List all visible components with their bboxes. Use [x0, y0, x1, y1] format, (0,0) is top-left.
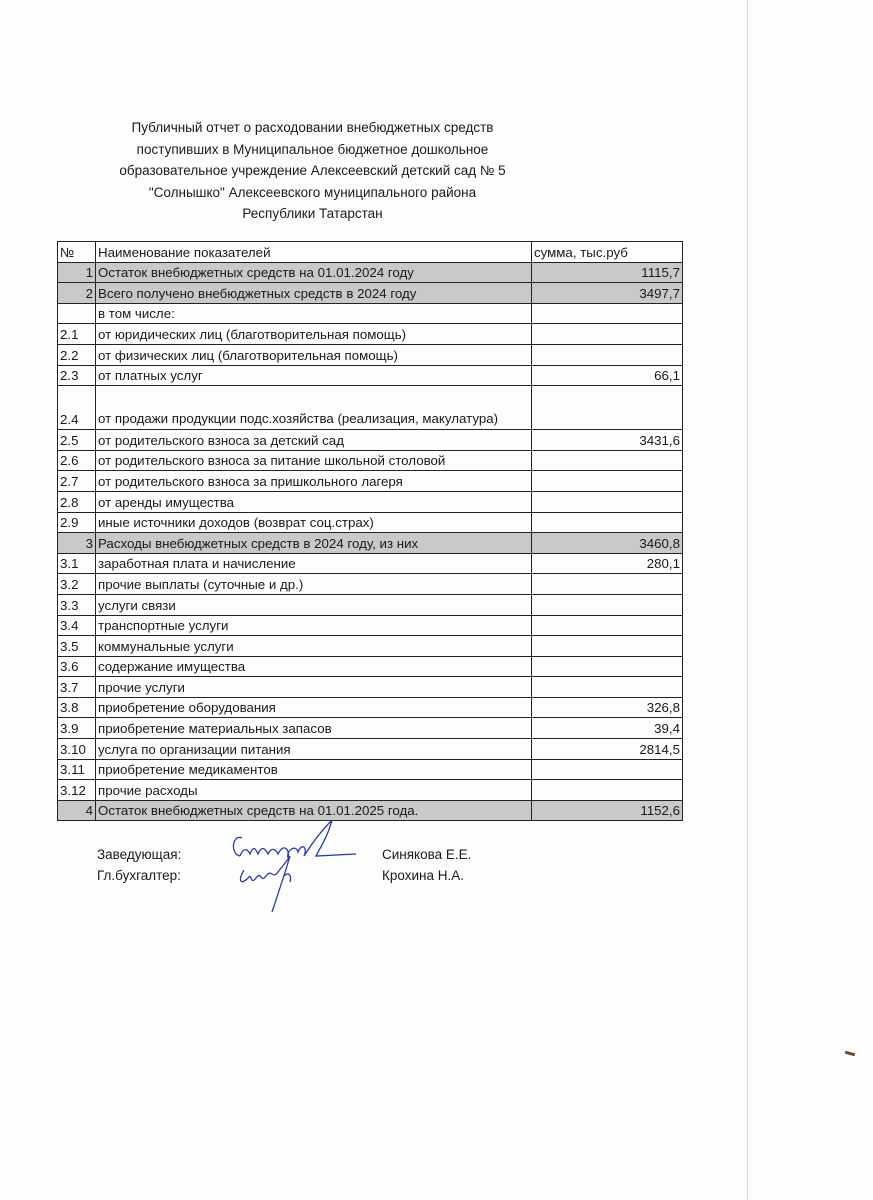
row-number: 2.7 [58, 471, 96, 492]
row-name: услуга по организации питания [96, 739, 532, 760]
table-row [58, 365, 683, 386]
row-name: от родительского взноса за пришкольного лагеря [96, 471, 532, 492]
row-name: Всего получено внебюджетных средств в 2024 году [96, 283, 532, 304]
row-number: 2.6 [58, 450, 96, 471]
table-row [58, 677, 683, 698]
row-name: от продажи продукции подс.хозяйства (реализация, макулатура) [96, 386, 532, 430]
row-number: 3.12 [58, 780, 96, 801]
head-label: Заведующая: [97, 847, 182, 862]
row-sum [532, 677, 683, 698]
table-row [58, 759, 683, 780]
header-number: № [58, 242, 96, 263]
row-name: услуги связи [96, 594, 532, 615]
row-name: приобретение медикаментов [96, 759, 532, 780]
table-row [58, 512, 683, 533]
table-row [58, 594, 683, 615]
signature-labels [97, 844, 181, 886]
table-header-row [58, 242, 683, 263]
table-row [58, 718, 683, 739]
header-name: Наименование показателей [96, 242, 532, 263]
row-name: коммунальные услуги [96, 636, 532, 657]
row-name: Остаток внебюджетных средств на 01.01.2024 году [96, 262, 532, 283]
row-sum [532, 491, 683, 512]
row-name: от юридических лиц (благотворительная помощь) [96, 324, 532, 345]
row-name: содержание имущества [96, 656, 532, 677]
table-row [58, 283, 683, 304]
row-number: 2.5 [58, 430, 96, 451]
row-name: транспортные услуги [96, 615, 532, 636]
row-number: 3.11 [58, 759, 96, 780]
row-sum: 3460,8 [532, 533, 683, 554]
row-sum: 280,1 [532, 553, 683, 574]
head-signature [233, 820, 356, 858]
row-sum [532, 450, 683, 471]
row-name: от родительского взноса за питание школьной столовой [96, 450, 532, 471]
table-row [58, 262, 683, 283]
table-row [58, 739, 683, 760]
table-row [58, 386, 683, 430]
row-sum: 39,4 [532, 718, 683, 739]
row-number: 2.9 [58, 512, 96, 533]
row-name: Остаток внебюджетных средств на 01.01.2025 года. [96, 800, 532, 821]
title-line: Республики Татарстан [242, 206, 383, 221]
row-number: 1 [58, 262, 96, 283]
table-row [58, 533, 683, 554]
head-name: Синякова Е.Е. [382, 847, 472, 862]
row-sum [532, 656, 683, 677]
handwritten-signatures [228, 820, 358, 915]
table-row [58, 574, 683, 595]
table-row [58, 780, 683, 801]
table-row [58, 450, 683, 471]
row-number: 2.3 [58, 365, 96, 386]
row-name: от родительского взноса за детский сад [96, 430, 532, 451]
row-number: 2.4 [58, 386, 96, 430]
table-row [58, 800, 683, 821]
row-name: иные источники доходов (возврат соц.страх) [96, 512, 532, 533]
row-sum: 2814,5 [532, 739, 683, 760]
row-sum [532, 636, 683, 657]
accountant-name: Крохина Н.А. [382, 868, 464, 883]
row-number: 3.8 [58, 697, 96, 718]
row-number: 3.10 [58, 739, 96, 760]
table-row [58, 344, 683, 365]
row-number: 3.7 [58, 677, 96, 698]
table-row [58, 615, 683, 636]
table-row [58, 430, 683, 451]
row-number: 2.1 [58, 324, 96, 345]
document-title [60, 117, 565, 225]
row-number: 3.2 [58, 574, 96, 595]
row-number: 2 [58, 283, 96, 304]
row-number: 2.8 [58, 491, 96, 512]
row-name: прочие расходы [96, 780, 532, 801]
row-sum [532, 615, 683, 636]
report-table [57, 241, 683, 821]
row-name: от платных услуг [96, 365, 532, 386]
row-number [58, 303, 96, 324]
row-number: 3.3 [58, 594, 96, 615]
row-sum: 3431,6 [532, 430, 683, 451]
row-sum: 3497,7 [532, 283, 683, 304]
row-name: прочие выплаты (суточные и др.) [96, 574, 532, 595]
row-number: 3.5 [58, 636, 96, 657]
row-sum [532, 471, 683, 492]
scan-edge-line [747, 0, 748, 1200]
title-line: поступивших в Муниципальное бюджетное дошкольное [136, 141, 489, 157]
row-number: 3.6 [58, 656, 96, 677]
row-number: 4 [58, 800, 96, 821]
accountant-signature [241, 856, 291, 912]
row-name: приобретение оборудования [96, 697, 532, 718]
table-row [58, 324, 683, 345]
row-name: от физических лиц (благотворительная помощь) [96, 344, 532, 365]
row-number: 3.1 [58, 553, 96, 574]
row-sum [532, 344, 683, 365]
row-sum: 1152,6 [532, 800, 683, 821]
table-row [58, 491, 683, 512]
title-line: Публичный отчет о расходовании внебюджетных средств [131, 120, 494, 135]
row-sum [532, 324, 683, 345]
row-sum [532, 780, 683, 801]
row-sum [532, 512, 683, 533]
row-name: прочие услуги [96, 677, 532, 698]
row-number: 3 [58, 533, 96, 554]
row-name: в том числе: [96, 303, 532, 324]
row-sum: 66,1 [532, 365, 683, 386]
row-sum [532, 759, 683, 780]
table-row [58, 636, 683, 657]
scan-artifact [845, 1051, 855, 1056]
row-name: от аренды имущества [96, 491, 532, 512]
row-sum [532, 594, 683, 615]
title-line: образовательное учреждение Алексеевский детский сад № 5 [119, 163, 506, 178]
row-number: 3.9 [58, 718, 96, 739]
table-row [58, 656, 683, 677]
header-sum: сумма, тыс.руб [532, 242, 683, 263]
row-sum: 326,8 [532, 697, 683, 718]
row-sum [532, 574, 683, 595]
table-row [58, 303, 683, 324]
table-row [58, 471, 683, 492]
title-line: "Солнышко" Алексеевского муниципального района [148, 184, 477, 200]
row-name: заработная плата и начисление [96, 553, 532, 574]
row-sum [532, 386, 683, 430]
row-number: 2.2 [58, 344, 96, 365]
signature-names [382, 844, 471, 886]
row-sum: 1115,7 [532, 262, 683, 283]
row-sum [532, 303, 683, 324]
accountant-label: Гл.бухгалтер: [97, 868, 181, 883]
table-row [58, 697, 683, 718]
table-row [58, 553, 683, 574]
row-name: Расходы внебюджетных средств в 2024 году, из них [96, 533, 532, 554]
row-number: 3.4 [58, 615, 96, 636]
row-name: приобретение материальных запасов [96, 718, 532, 739]
